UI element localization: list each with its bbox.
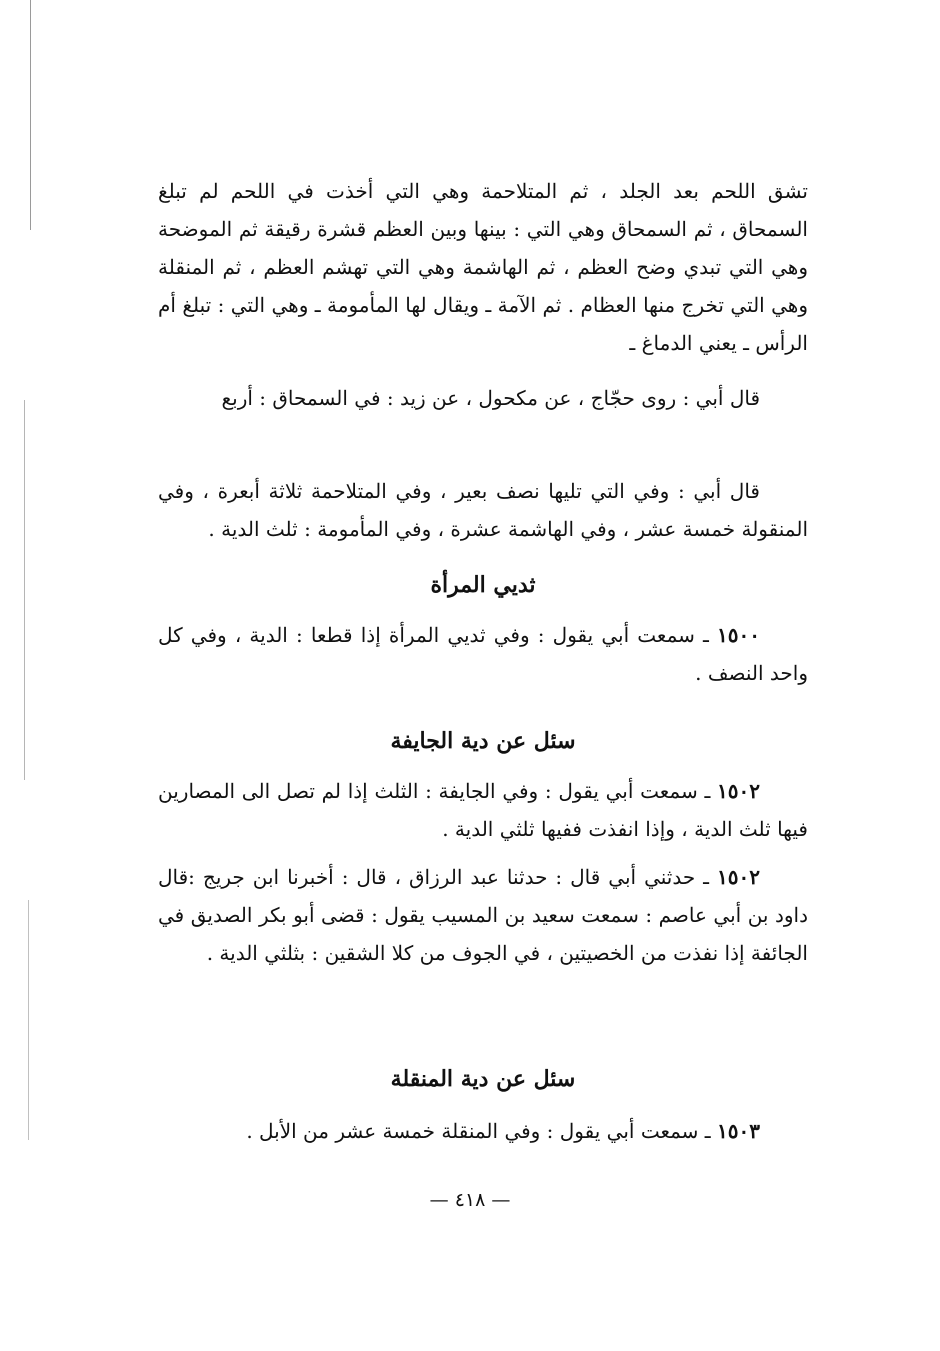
paragraph-text: قال أبي : وفي التي تليها نصف بعير ، وفي المتلاحمة ثلاثة أبعرة ، وفي المنقولة خمسة عشر ، وفي الهاشمة عشرة ، وفي المأمومة : ثلث الدية .	[158, 479, 808, 541]
page-number: — ٤١٨ —	[429, 1189, 511, 1211]
entry-text	[158, 616, 808, 692]
entry-1502-a	[158, 772, 808, 848]
scan-margin-line	[30, 0, 31, 230]
entry-number: ١٥٠٢	[717, 779, 760, 803]
scan-margin-line	[24, 400, 25, 780]
entry-1500	[158, 616, 808, 692]
paragraph-wound-types	[158, 172, 808, 362]
entry-number: ١٥٠٢	[717, 865, 760, 889]
section-heading: سئل عن دية المنقلة	[390, 1066, 576, 1092]
entry-1502-b	[158, 858, 808, 972]
entry-1503	[158, 1112, 808, 1150]
entry-text	[158, 858, 808, 972]
entry-text	[158, 1112, 808, 1150]
scan-margin-line	[28, 900, 29, 1140]
paragraph-text: تشق اللحم بعد الجلد ، ثم المتلاحمة وهي التي أخذت في اللحم لم تبلغ السمحاق ، ثم السمحاق وهي التي : بينها وبين العظم قشرة رقيقة ثم الموضحة وهي التي تبدي وضح العظم ، ثم الهاشمة وهي التي تهشم العظم ، ثم المنقلة وهي التي تخرج منها العظام . ثم الآمة ـ ويقال لها المأمومة ـ وهي التي : تبلغ أم الرأس ـ يعني الدماغ ـ	[158, 179, 808, 355]
entry-body: ـ سمعت أبي يقول : وفي المنقلة خمسة عشر من الأبل .	[246, 1119, 711, 1143]
entry-body: ـ سمعت أبي يقول : وفي ثديي المرأة إذا قطعا : الدية ، وفي كل واحد النصف .	[158, 623, 808, 685]
paragraph-text: قال أبي : روى حجّاج ، عن مكحول ، عن زيد : في السمحاق : أربع	[221, 386, 760, 410]
entry-number: ١٥٠٣	[717, 1119, 760, 1143]
section-heading: ثديي المرأة	[430, 572, 536, 598]
paragraph-compensation-amounts	[158, 472, 808, 548]
entry-body: ـ سمعت أبي يقول : وفي الجايفة : الثلث إذا لم تصل الى المصارين فيها ثلث الدية ، وإذا انفذت ففيها ثلثي الدية .	[158, 779, 808, 841]
section-heading: سئل عن دية الجايفة	[390, 728, 576, 754]
paragraph-hajjaj-narration	[158, 376, 808, 420]
entry-body: ـ حدثني أبي قال : حدثنا عبد الرزاق ، قال : أخبرنا ابن جريج :قال داود بن أبي عاصم : سمعت سعيد بن المسيب يقول : قضى أبو بكر الصديق في الجائفة إذا نفذت من الخصيتين ، في الجوف من كلا الشقين : بثلثي الدية .	[158, 865, 808, 965]
entry-number: ١٥٠٠	[717, 623, 760, 647]
entry-text	[158, 772, 808, 848]
